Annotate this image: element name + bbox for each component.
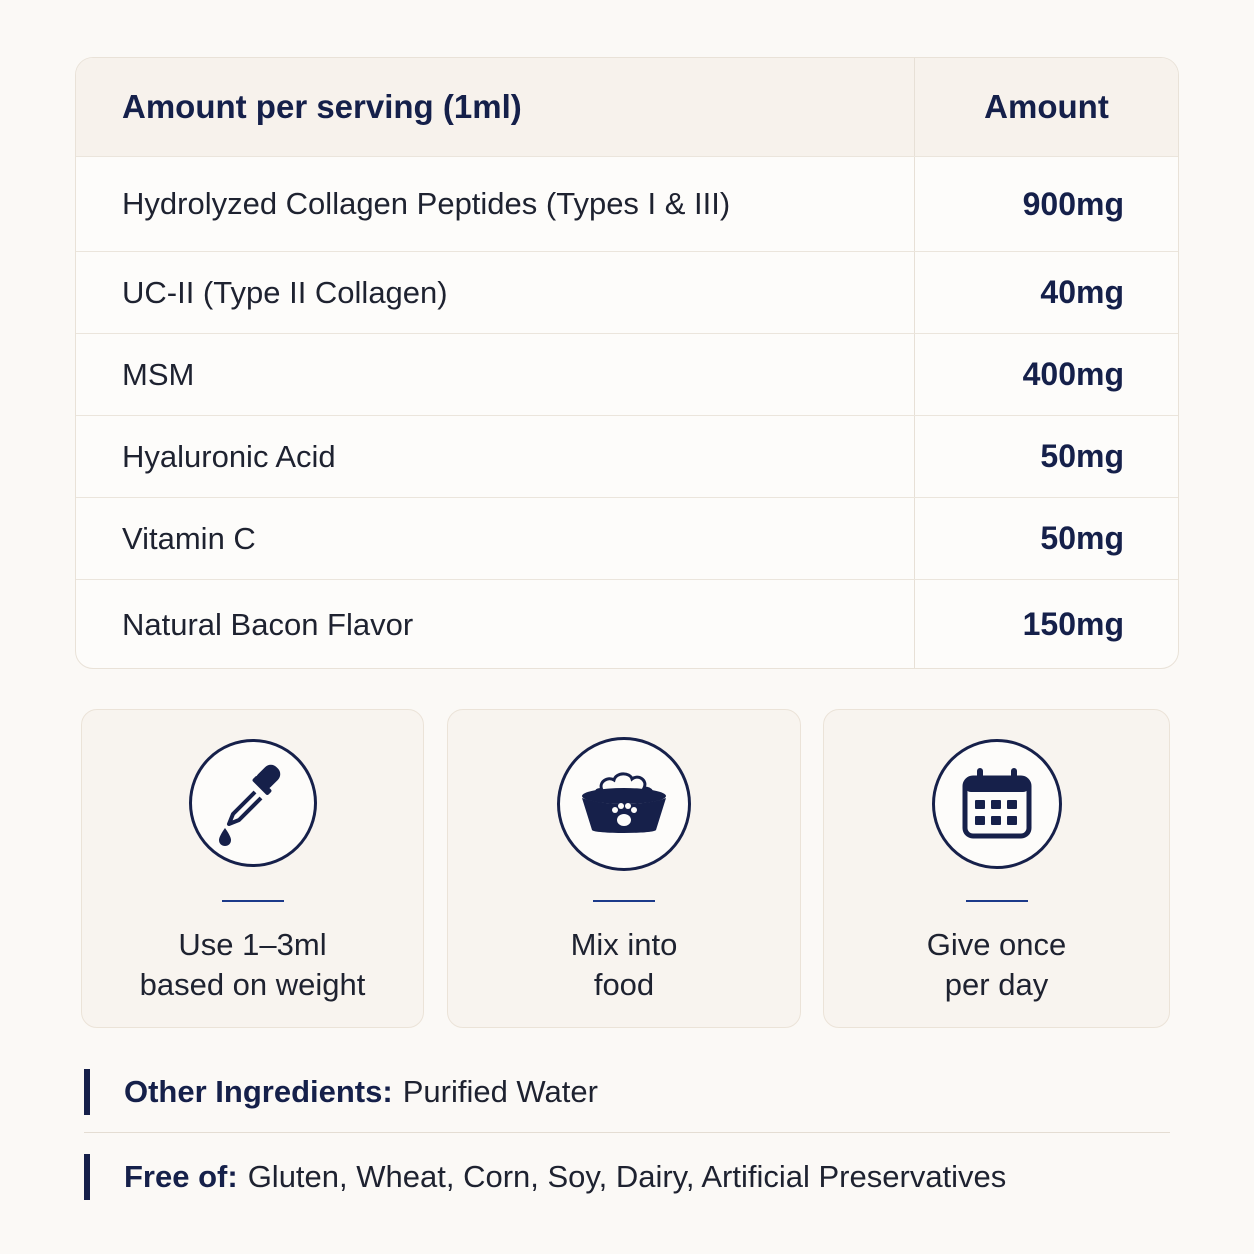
ingredient-name: Hyaluronic Acid (76, 416, 915, 497)
calendar-icon (932, 739, 1062, 869)
free-of-label: Free of: (124, 1159, 238, 1194)
dropper-icon (189, 739, 317, 867)
header-amount: Amount (984, 88, 1109, 125)
ingredient-name: Vitamin C (76, 498, 915, 579)
card-divider (966, 900, 1028, 902)
card-divider (222, 900, 284, 902)
table-row (76, 580, 1178, 669)
table-row (76, 157, 1178, 252)
ingredient-amount: 50mg (1040, 520, 1124, 556)
card-line: food (593, 967, 655, 1002)
ingredient-name: UC-II (Type II Collagen) (76, 252, 915, 333)
ingredient-amount: 150mg (1022, 606, 1124, 642)
card-line: per day (944, 967, 1049, 1002)
card-line: Mix into (570, 927, 678, 962)
card-text (824, 925, 1169, 1005)
mix-card (447, 709, 801, 1028)
card-line: Use 1–3ml (178, 927, 327, 962)
free-of-value: Gluten, Wheat, Corn, Soy, Dairy, Artificial Preservatives (247, 1159, 1007, 1194)
ingredient-amount: 900mg (1022, 185, 1124, 222)
dosage-card (81, 709, 424, 1028)
other-ingredients-value: Purified Water (402, 1074, 598, 1109)
frequency-card (823, 709, 1170, 1028)
card-text (448, 925, 800, 1005)
ingredient-name: Natural Bacon Flavor (76, 580, 915, 669)
ingredient-amount: 50mg (1040, 438, 1124, 474)
accent-bar (84, 1154, 90, 1200)
table-row (76, 334, 1178, 416)
table-header-row (76, 58, 1178, 157)
table-row (76, 498, 1178, 580)
header-name: Amount per serving (1ml) (76, 58, 915, 156)
other-ingredients (84, 1069, 1174, 1115)
ingredient-amount: 400mg (1022, 356, 1124, 392)
card-line: based on weight (139, 967, 366, 1002)
card-text (82, 925, 423, 1005)
card-divider (593, 900, 655, 902)
ingredient-name: Hydrolyzed Collagen Peptides (Types I & III) (76, 157, 915, 251)
table-row (76, 252, 1178, 334)
supplement-facts-table (75, 57, 1179, 669)
table-row (76, 416, 1178, 498)
accent-bar (84, 1069, 90, 1115)
ingredient-name: MSM (76, 334, 915, 415)
other-ingredients-label: Other Ingredients: (124, 1074, 393, 1109)
card-line: Give once (926, 927, 1067, 962)
section-divider (84, 1132, 1170, 1133)
food-bowl-icon (557, 737, 691, 871)
free-of (84, 1154, 1174, 1200)
ingredient-amount: 40mg (1040, 274, 1124, 310)
